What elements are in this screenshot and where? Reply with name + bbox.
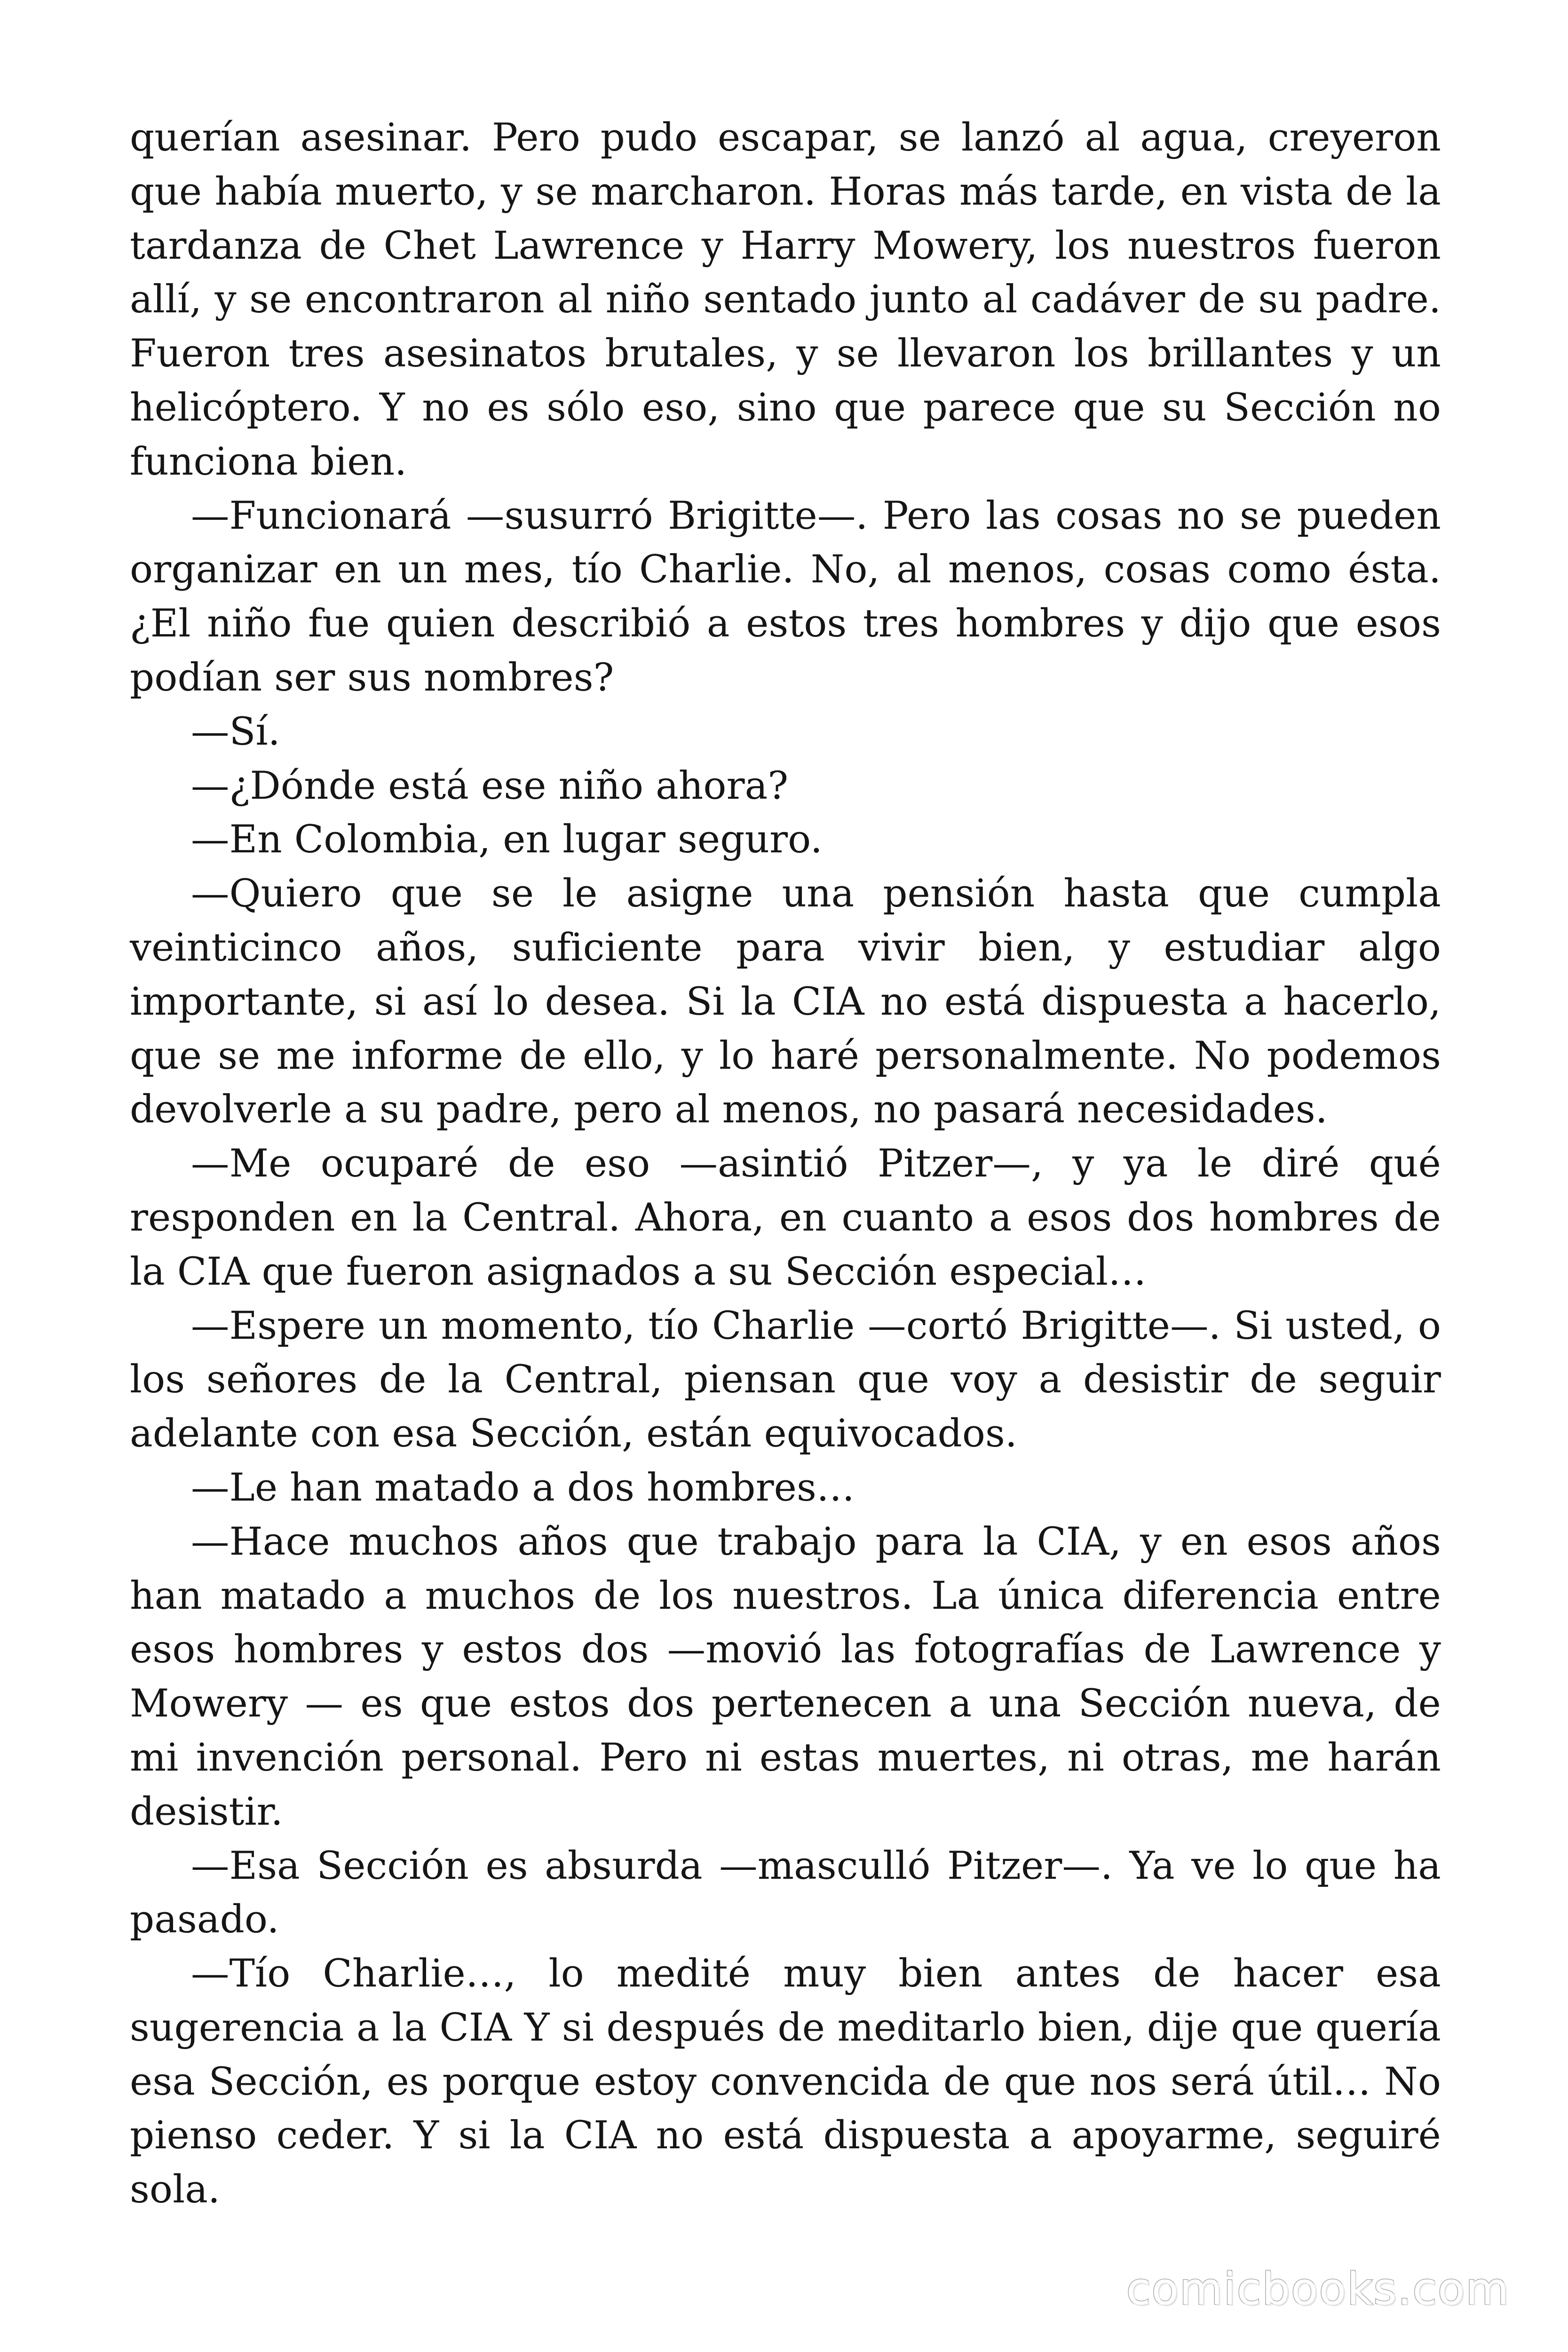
paragraph-5: —En Colombia, en lugar seguro.	[191, 817, 823, 862]
paragraph-4: —¿Dónde está ese niño ahora?	[191, 763, 789, 808]
paragraph-8: —Espere un momento, tío Charlie —cortó Brigitte—. Si usted, o los señores de la Central, piensan que voy a desistir de seguir adelante con esa Sección, están equivocados.	[130, 1303, 1441, 1456]
paragraph-7: —Me ocuparé de eso —asintió Pitzer—, y ya le diré qué responden en la Central. Ahora, en cuanto a esos dos hombres de la CIA que fueron asignados a su Sección especial…	[130, 1141, 1441, 1294]
paragraph-2: —Funcionará —susurró Brigitte—. Pero las cosas no se pueden organizar en un mes, tío Charlie. No, al menos, cosas como ésta. ¿El niño fue quien describió a estos tres hombres y dijo que esos podían ser sus nombres?	[130, 493, 1441, 700]
book-page-text	[130, 111, 1441, 2217]
paragraph-9: —Le han matado a dos hombres…	[191, 1465, 855, 1510]
paragraph-10: —Hace muchos años que trabajo para la CIA, y en esos años han matado a muchos de los nuestros. La única diferencia entre esos hombres y estos dos —movió las fotografías de Lawrence y Mowery — es que estos dos pertenecen a una Sección nueva, de mi invención personal. Pero ni estas muertes, ni otras, me harán desistir.	[130, 1519, 1441, 1834]
paragraph-12: —Tío Charlie…, lo medité muy bien antes de hacer esa sugerencia a la CIA Y si después de meditarlo bien, dije que quería esa Sección, es porque estoy convencida de que nos será útil… No pienso ceder. Y si la CIA no está dispuesta a apoyarme, seguiré sola.	[130, 1951, 1441, 2212]
paragraph-3: —Sí.	[191, 709, 280, 754]
paragraph-1: querían asesinar. Pero pudo escapar, se lanzó al agua, creyeron que había muerto, y se marcharon. Horas más tarde, en vista de la tardanza de Chet Lawrence y Harry Mowery, los nuestros fueron allí, y se encontraron al niño sentado junto al cadáver de su padre. Fueron tres asesinatos brutales, y se llevaron los brillantes y un helicóptero. Y no es sólo eso, sino que parece que su Sección no funciona bien.	[130, 115, 1441, 484]
paragraph-11: —Esa Sección es absurda —mascull​ó Pitzer—. Ya ve lo que ha pasado.	[130, 1843, 1441, 1942]
watermark: comicbooks.com	[1126, 2264, 1510, 2315]
paragraph-6: —Quiero que se le asigne una pensión hasta que cumpla veinticinco años, suficiente para vivir bien, y estudiar algo importante, si así lo desea. Si la CIA no está dispuesta a hacerlo, que se me informe de ello, y lo haré personalmente. No podemos devolverle a su padre, pero al menos, no pasará necesidades.	[130, 871, 1441, 1132]
